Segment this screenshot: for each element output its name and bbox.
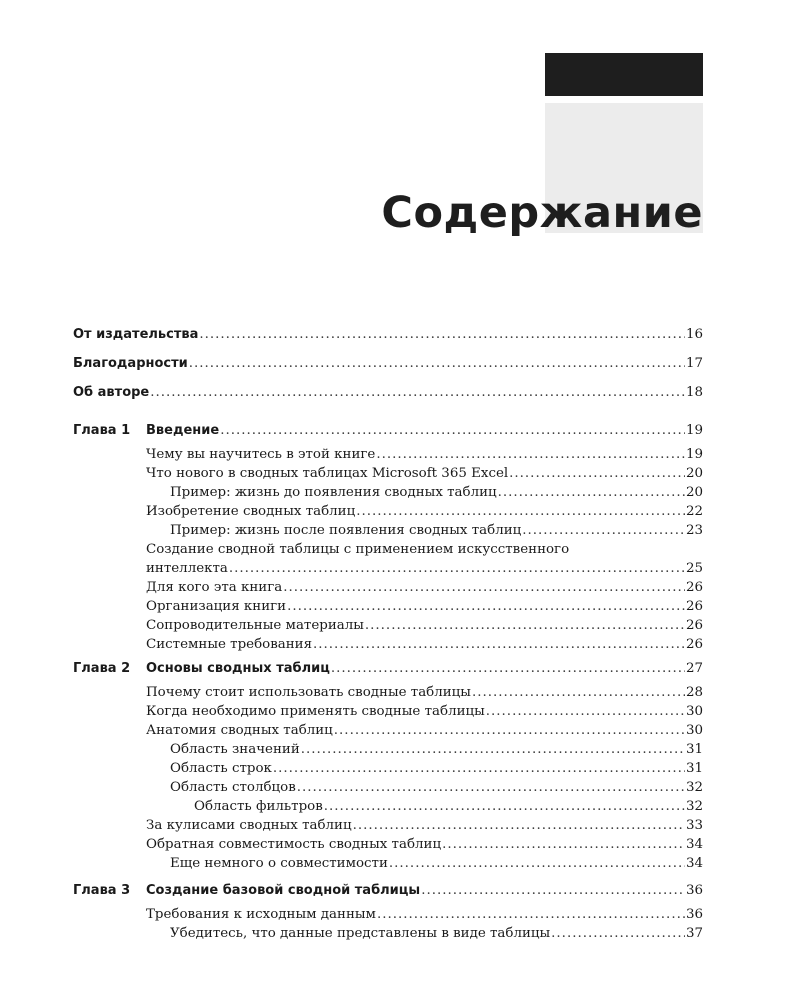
entry-label: Требования к исходным данным xyxy=(146,907,376,922)
entry-label: Пример: жизнь после появления сводных таблиц xyxy=(170,523,522,538)
page-number: 32 xyxy=(685,780,703,795)
toc-entry-section[interactable] xyxy=(170,855,703,872)
dot-leader xyxy=(376,446,685,463)
page-number: 33 xyxy=(685,818,703,833)
chapter-number: Глава 3 xyxy=(73,883,131,898)
dot-leader xyxy=(324,798,685,815)
dot-leader xyxy=(551,925,685,942)
dot-leader xyxy=(509,465,685,482)
toc-entry-section[interactable] xyxy=(146,560,703,577)
toc-entry-section[interactable] xyxy=(170,925,703,942)
entry-label: Что нового в сводных таблицах Microsoft 365 Excel xyxy=(146,466,509,481)
page-number: 32 xyxy=(685,799,703,814)
page-number: 30 xyxy=(685,704,703,719)
toc-entry-chapter[interactable] xyxy=(146,882,703,899)
toc-entry-section[interactable] xyxy=(146,579,703,596)
dot-leader xyxy=(365,617,685,634)
entry-label: Область фильтров xyxy=(194,799,323,814)
entry-label: Убедитесь, что данные представлены в виде таблицы xyxy=(170,926,551,941)
page-number: 17 xyxy=(685,356,703,371)
page-number: 36 xyxy=(685,907,703,922)
page-number: 36 xyxy=(685,883,703,898)
dot-leader xyxy=(356,503,685,520)
page-number: 16 xyxy=(685,327,703,342)
page-number: 37 xyxy=(685,926,703,941)
dot-leader xyxy=(273,760,685,777)
page-number: 30 xyxy=(685,723,703,738)
toc-entry-section[interactable] xyxy=(146,636,703,653)
toc-entry-section[interactable] xyxy=(170,779,703,796)
entry-label: Анатомия сводных таблиц xyxy=(146,723,333,738)
page-number: 34 xyxy=(685,837,703,852)
page-title: Содержание xyxy=(381,188,703,238)
dot-leader xyxy=(283,579,685,596)
entry-label: Для кого эта книга xyxy=(146,580,283,595)
chapter-number: Глава 2 xyxy=(73,661,131,676)
page-number: 26 xyxy=(685,637,703,652)
page-number: 18 xyxy=(685,385,703,400)
entry-label: От издательства xyxy=(73,327,199,342)
entry-label: Об авторе xyxy=(73,385,150,400)
toc-entry-front[interactable] xyxy=(73,326,703,343)
dot-leader xyxy=(313,636,685,653)
toc-entry-section[interactable] xyxy=(146,465,703,482)
toc-entry-section[interactable] xyxy=(146,446,703,463)
toc-entry-chapter[interactable] xyxy=(146,422,703,439)
entry-label: Создание базовой сводной таблицы xyxy=(146,883,421,898)
dot-leader xyxy=(389,855,685,872)
dot-leader xyxy=(377,906,685,923)
toc-entry-section[interactable] xyxy=(194,798,703,815)
page-number: 26 xyxy=(685,599,703,614)
dot-leader xyxy=(287,598,685,615)
dot-leader xyxy=(150,384,685,401)
entry-label: Организация книги xyxy=(146,599,287,614)
page-number: 26 xyxy=(685,618,703,633)
page-number: 34 xyxy=(685,856,703,871)
entry-label-line: Создание сводной таблицы с применением искусственного xyxy=(146,542,570,557)
page-number: 26 xyxy=(685,580,703,595)
entry-label: Область столбцов xyxy=(170,780,296,795)
toc-entry-front[interactable] xyxy=(73,355,703,372)
toc-entry-section[interactable] xyxy=(146,906,703,923)
entry-label: Введение xyxy=(146,423,220,438)
page-number: 28 xyxy=(685,685,703,700)
dot-leader xyxy=(498,484,685,501)
dot-leader xyxy=(189,355,685,372)
toc-entry-section[interactable] xyxy=(170,760,703,777)
entry-label: Чему вы научитесь в этой книге xyxy=(146,447,376,462)
page-number: 22 xyxy=(685,504,703,519)
entry-label: Почему стоит использовать сводные таблицы xyxy=(146,685,471,700)
page-number: 19 xyxy=(685,423,703,438)
dot-leader xyxy=(334,722,685,739)
page-number: 20 xyxy=(685,466,703,481)
toc-entry-section[interactable] xyxy=(170,741,703,758)
entry-label: Область значений xyxy=(170,742,300,757)
entry-label: Обратная совместимость сводных таблиц xyxy=(146,837,442,852)
toc-entry-section[interactable] xyxy=(146,722,703,739)
dot-leader xyxy=(331,660,685,677)
toc-entry-section[interactable] xyxy=(146,617,703,634)
entry-label: интеллекта xyxy=(146,561,228,576)
dot-leader xyxy=(353,817,685,834)
chapter-number: Глава 1 xyxy=(73,423,131,438)
entry-label: Еще немного о совместимости xyxy=(170,856,388,871)
entry-label: Системные требования xyxy=(146,637,313,652)
dot-leader xyxy=(486,703,685,720)
entry-label: Изобретение сводных таблиц xyxy=(146,504,356,519)
page-number: 19 xyxy=(685,447,703,462)
toc-entry-section[interactable] xyxy=(146,703,703,720)
toc-entry-front[interactable] xyxy=(73,384,703,401)
entry-label: Благодарности xyxy=(73,356,188,371)
page-number: 31 xyxy=(685,761,703,776)
entry-label: Сопроводительные материалы xyxy=(146,618,364,633)
dot-leader xyxy=(421,882,685,899)
toc-entry-section[interactable] xyxy=(170,484,703,501)
dot-leader xyxy=(301,741,685,758)
toc-entry-section[interactable] xyxy=(146,503,703,520)
toc-entry-section[interactable] xyxy=(146,684,703,701)
toc-entry-section[interactable] xyxy=(146,836,703,853)
entry-label: Основы сводных таблиц xyxy=(146,661,330,676)
toc-entry-chapter[interactable] xyxy=(146,660,703,677)
toc-entry-section[interactable] xyxy=(146,598,703,615)
toc-entry-section[interactable] xyxy=(170,522,703,539)
dot-leader xyxy=(229,560,685,577)
page-number: 25 xyxy=(685,561,703,576)
dot-leader xyxy=(199,326,685,343)
page-number: 27 xyxy=(685,661,703,676)
entry-label: Пример: жизнь до появления сводных таблиц xyxy=(170,485,497,500)
dot-leader xyxy=(442,836,685,853)
dot-leader xyxy=(297,779,685,796)
table-of-contents xyxy=(73,0,703,1000)
page-number: 23 xyxy=(685,523,703,538)
entry-label: Область строк xyxy=(170,761,272,776)
toc-entry-section[interactable] xyxy=(146,817,703,834)
dot-leader xyxy=(220,422,685,439)
entry-label: Когда необходимо применять сводные таблицы xyxy=(146,704,485,719)
page-number: 20 xyxy=(685,485,703,500)
dot-leader xyxy=(472,684,685,701)
page-number: 31 xyxy=(685,742,703,757)
entry-label: За кулисами сводных таблиц xyxy=(146,818,352,833)
dot-leader xyxy=(522,522,685,539)
